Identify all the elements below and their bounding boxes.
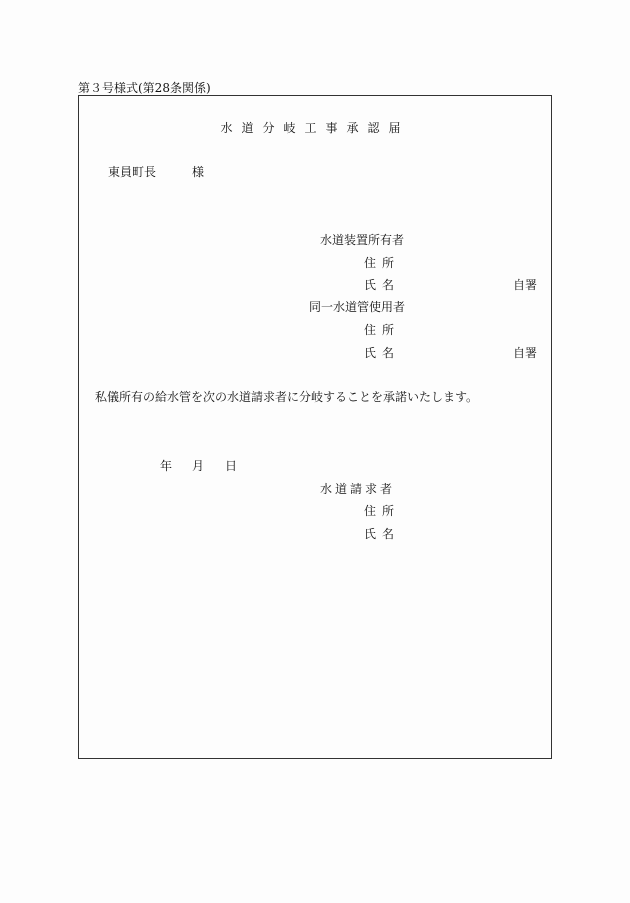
form-frame: [78, 95, 552, 759]
owner-name-label: 氏名: [364, 278, 401, 292]
date-month-label: 月: [192, 459, 205, 473]
date-year-label: 年: [160, 459, 173, 473]
date-day-label: 日: [225, 459, 238, 473]
owner-signature-note: 自署: [513, 278, 538, 292]
document-title: 水道分岐工事承認届: [220, 121, 410, 135]
addressee-honorific: 様: [192, 165, 205, 179]
requester-heading: 水道請求者: [320, 482, 396, 496]
consent-statement: 私儀所有の給水管を次の水道請求者に分岐することを承諾いたします。: [95, 390, 479, 404]
user-signature-note: 自署: [513, 346, 538, 360]
form-number-label: 第３号様式(第28条関係): [78, 81, 211, 95]
user-name-label: 氏名: [364, 346, 401, 360]
owner-address-label: 住所: [364, 256, 401, 270]
requester-address-label: 住所: [364, 504, 401, 518]
requester-name-label: 氏名: [364, 527, 401, 541]
user-heading: 同一水道管使用者: [309, 300, 406, 314]
addressee-name: 東員町長: [108, 165, 157, 179]
user-address-label: 住所: [364, 323, 401, 337]
owner-heading: 水道装置所有者: [320, 233, 405, 247]
